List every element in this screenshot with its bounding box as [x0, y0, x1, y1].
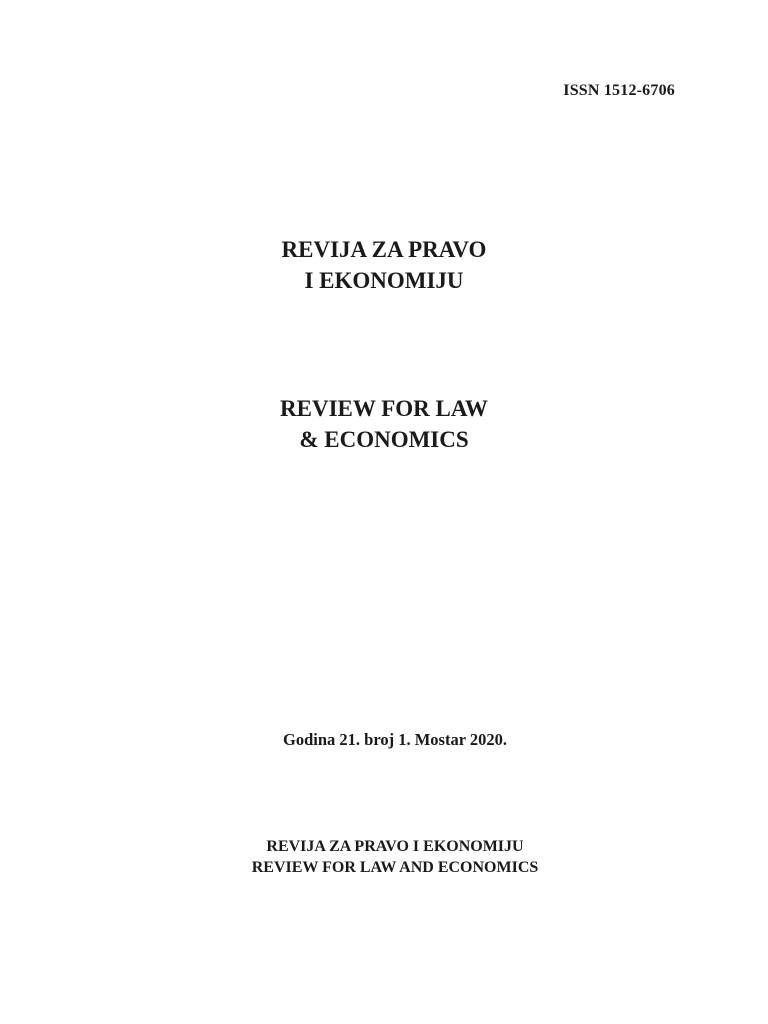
journal-title-local-line2: I EKONOMIJU: [304, 268, 464, 293]
footer-title-local: REVIJA ZA PRAVO I EKONOMIJU: [266, 838, 524, 855]
footer-title-english: REVIEW FOR LAW AND ECONOMICS: [251, 859, 539, 876]
issn-number: ISSN 1512-6706: [563, 82, 675, 99]
issue-info: Godina 21. broj 1. Mostar 2020.: [283, 730, 507, 749]
journal-title-english-line2: & ECONOMICS: [299, 427, 469, 452]
journal-title-english-line1: REVIEW FOR LAW: [280, 396, 488, 421]
journal-title-local: [0, 234, 768, 296]
journal-title-local-line1: REVIJA ZA PRAVO: [281, 237, 487, 262]
footer-titles: [0, 836, 768, 878]
journal-title-english: [0, 393, 768, 455]
